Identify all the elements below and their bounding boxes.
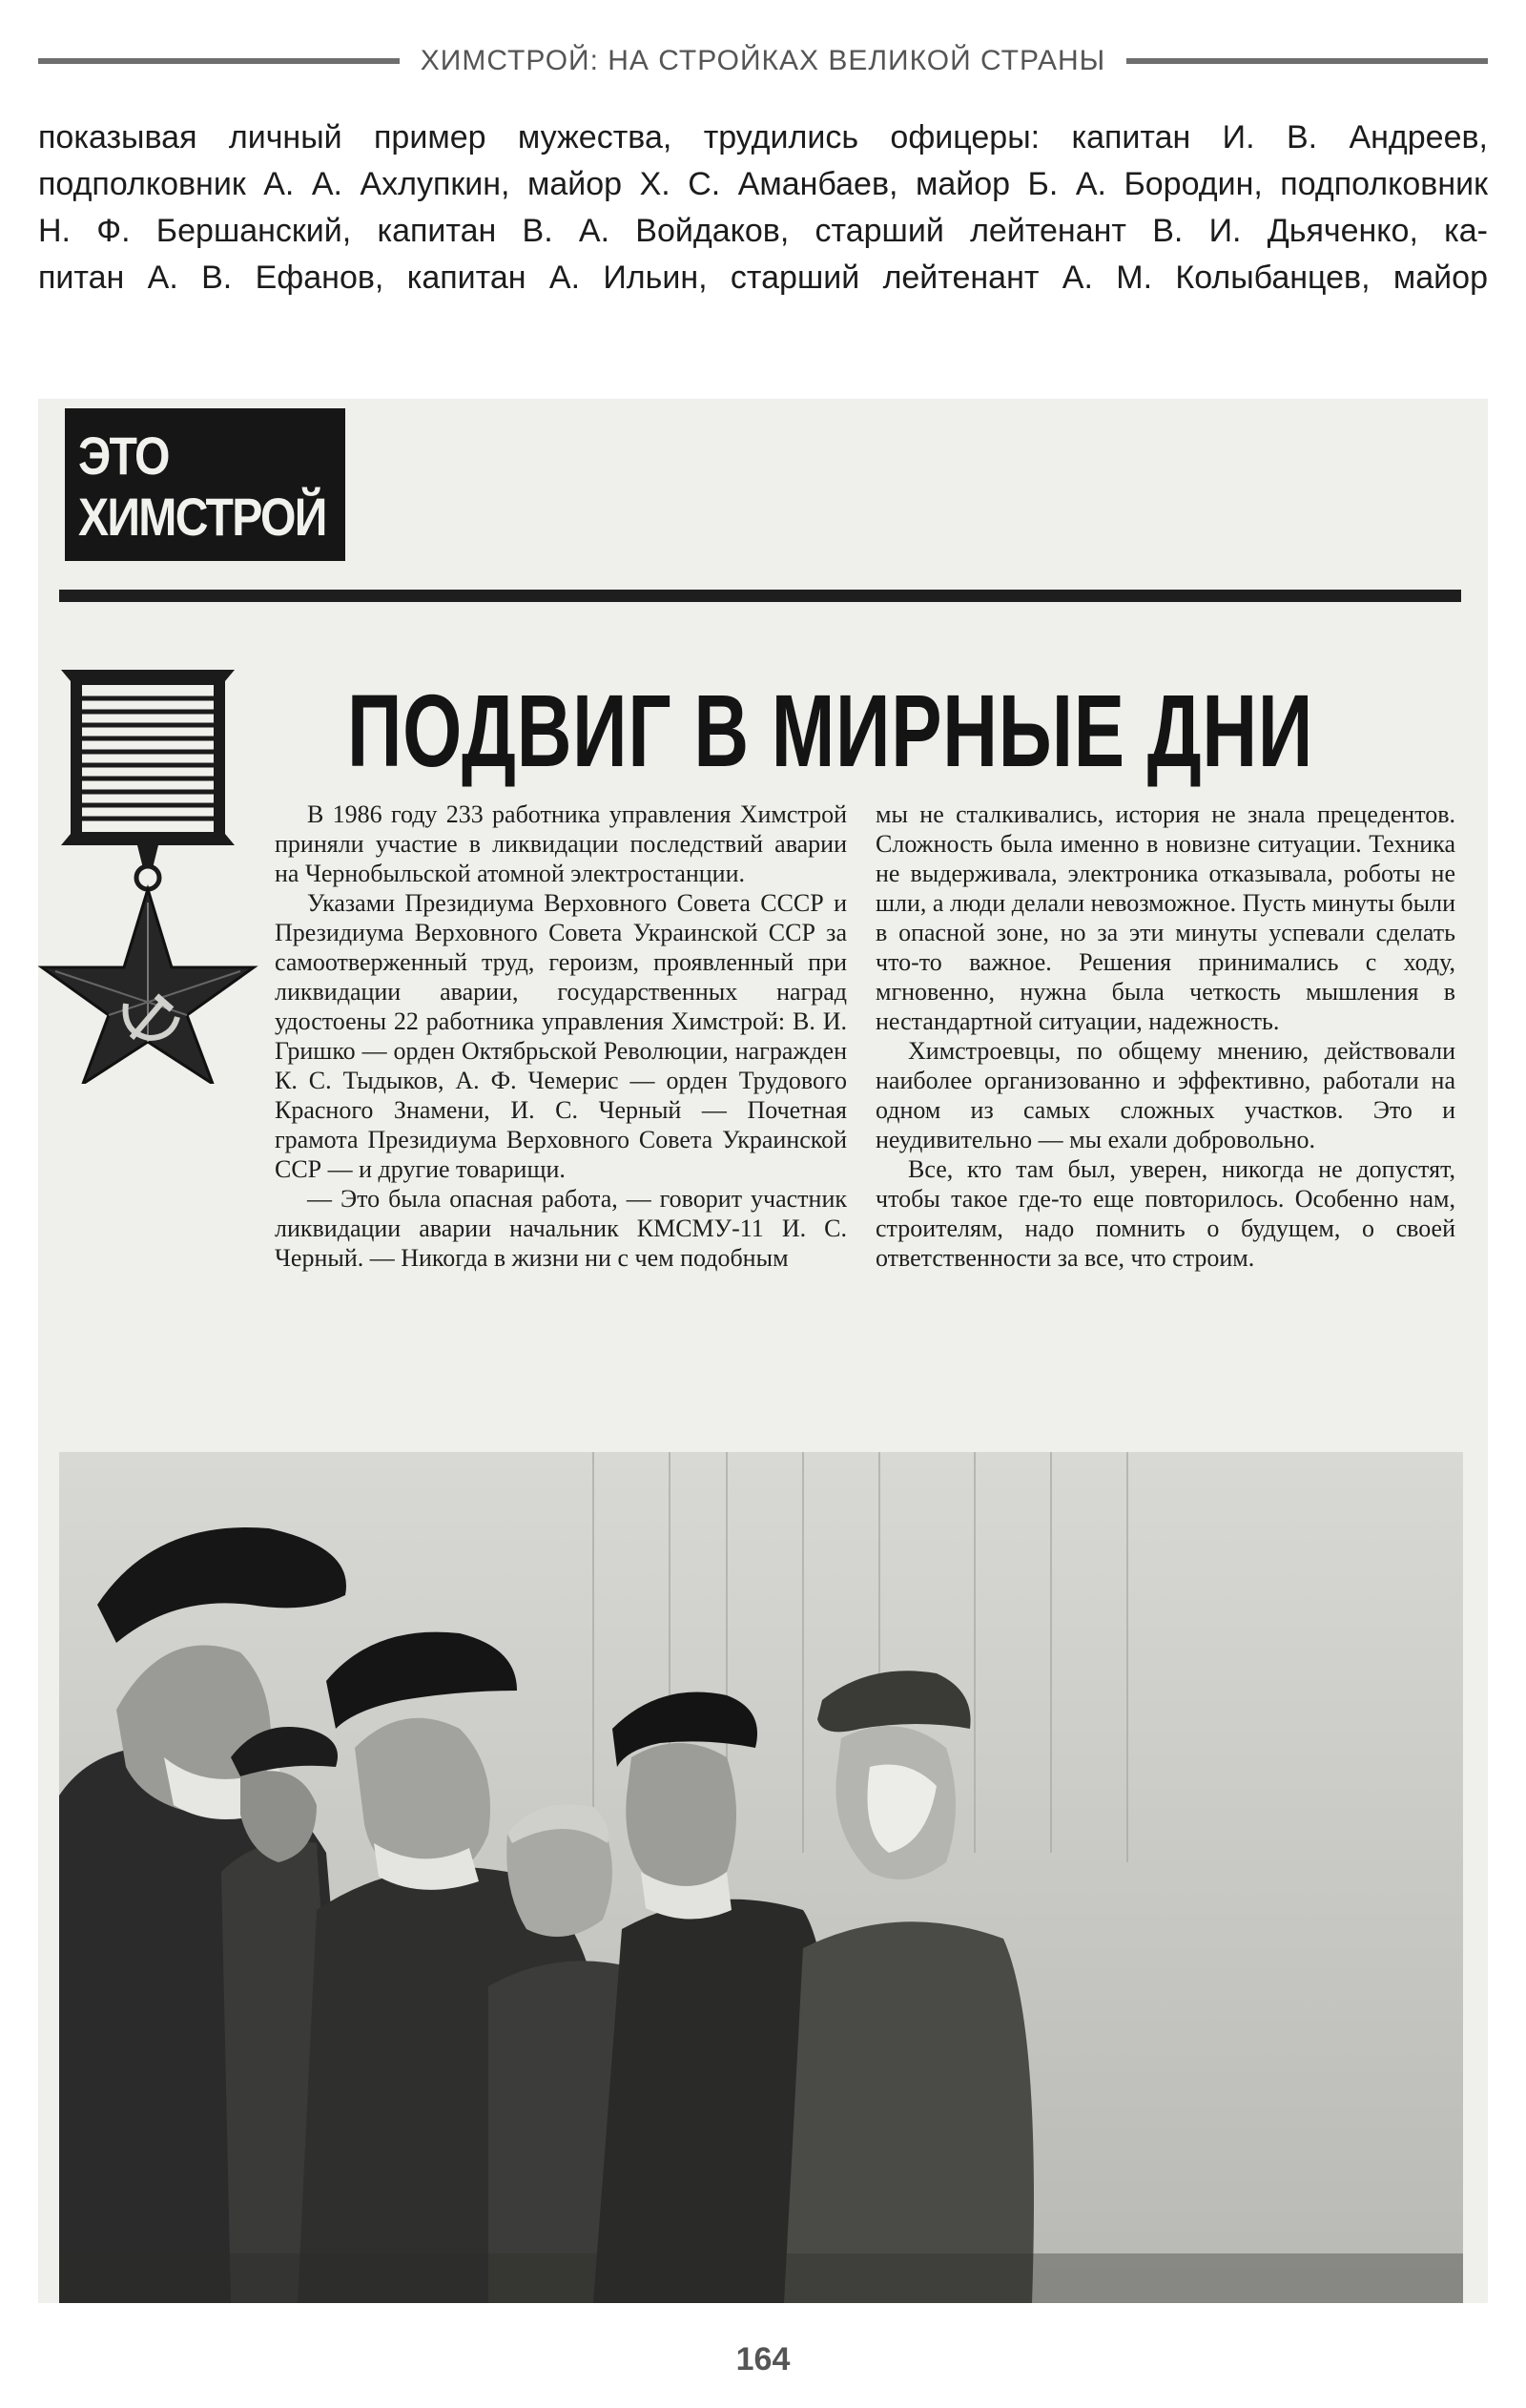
header-rule-right [1126, 58, 1488, 64]
article-paragraph: мы не сталкивались, история не знала прецедентов. Сложность была именно в новизне ситуации. Техника не выдерживала, электроника отказывала, роботы не шли, а люди делали невозможное. Пусть минуты были в опасной зоне, но за эти минуты успевали сделать что-то важное. Решения принимались с ходу, мгновенно, нужна была четкость мышления в нестандартной ситуации, надежность. [876, 800, 1455, 1035]
article-paragraph: — Это была опасная работа, — говорит участник ликвидации аварии начальник КМСМУ-11 И. С. Черный. — Никогда в жизни ни с чем подобным [275, 1185, 847, 1272]
article-paragraph: В 1986 году 233 работника управления Химстрой приняли участие в ликвидации последствий аварии на Чернобыльской атомной электростанции. [275, 800, 847, 887]
newspaper-clipping [38, 399, 1488, 2303]
article-headline: ПОДВИГ В МИРНЫЕ ДНИ [347, 673, 1314, 788]
article-column-2 [876, 799, 1455, 1273]
intro-line: питан А. В. Ефанов, капитан А. Ильин, старший лейтенант А. М. Колыбанцев, майор [38, 259, 1488, 296]
badge-line: ХИМСТРОЙ [78, 487, 326, 547]
header-rule-left [38, 58, 400, 64]
intro-line: показывая личный пример мужества, трудились офицеры: капитан И. В. Андреев, [38, 119, 1488, 156]
hero-star-medal-icon [38, 664, 267, 1084]
running-header [38, 42, 1488, 80]
badge-line: ЭТО [78, 426, 169, 486]
article-paragraph: Указами Президиума Верховного Совета СССР и Президиума Верховного Совета Украинской ССР за самоотверженный труд, героизм, проявленный при ликвидации аварии, государственных наград удостоены 22 работника управления Химстрой: В. И. Гришко — орден Октябрьской Революции, награжден К. С. Тыдыков, А. Ф. Чемерис — орден Трудового Красного Знамени, И. С. Черный — Почетная грамота Президиума Верховного Совета Украинской ССР — и другие товарищи. [275, 889, 847, 1183]
section-badge [65, 408, 345, 561]
page-number: 164 [735, 2341, 791, 2377]
article-photo [59, 1452, 1463, 2303]
article-paragraph: Все, кто там был, уверен, никогда не допустят, чтобы такое где-то еще повторилось. Особенно нам, строителям, надо помнить о будущем, о своей ответственности за все, что строим. [876, 1155, 1455, 1272]
intro-line: подполковник А. А. Ахлупкин, майор Х. С. Аманбаев, майор Б. А. Бородин, подполковник [38, 166, 1488, 202]
intro-paragraph [38, 114, 1488, 301]
intro-line: Н. Ф. Бершанский, капитан В. А. Войдаков, старший лейтенант В. И. Дьяченко, ка- [38, 213, 1488, 249]
running-header-title: ХИМСТРОЙ: НА СТРОЙКАХ ВЕЛИКОЙ СТРАНЫ [420, 45, 1106, 76]
article-paragraph: Химстроевцы, по общему мнению, действовали наиболее организованно и эффективно, работали на одном из самых сложных участков. Это и неудивительно — мы ехали добровольно. [876, 1037, 1455, 1153]
article-column-1 [275, 799, 847, 1273]
clipping-rule [59, 590, 1461, 602]
